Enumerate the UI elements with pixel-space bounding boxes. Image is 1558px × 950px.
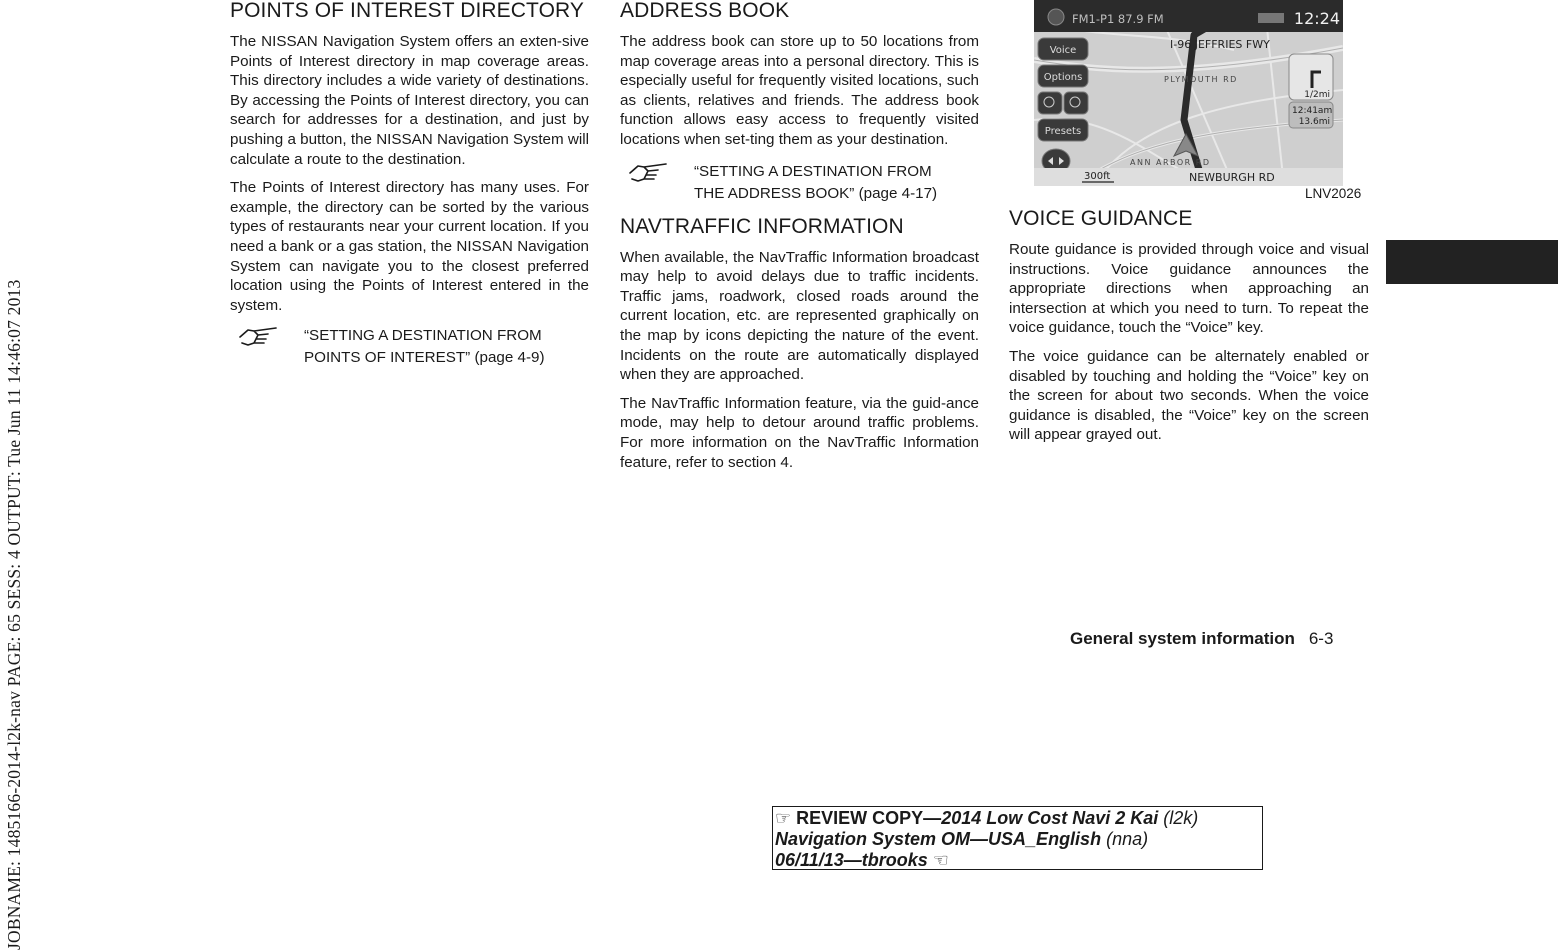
voice-button-label: Voice (1049, 45, 1077, 56)
turn-distance: 1/2mi (1304, 90, 1330, 100)
column-left (230, 0, 589, 369)
current-street: NEWBURGH RD (1189, 171, 1275, 184)
review-title: 2014 Low Cost Navi 2 Kai (941, 808, 1159, 828)
road-label-annarbor: ANN ARBOR RD (1130, 158, 1211, 167)
radio-station: FM1-P1 87.9 FM (1072, 12, 1164, 26)
paragraph: The address book can store up to 50 locations from map coverage areas into a personal directory. This is especially useful for frequently visited locations, such as clients, relatives and friends. The address book function allows easy access to frequently visited locations when set-ting them as your destination. (620, 33, 979, 148)
page-number: 6-3 (1308, 629, 1334, 648)
column-right (1009, 208, 1369, 445)
review-copy-box (772, 806, 1263, 870)
navigation-screen-figure (1034, 0, 1343, 186)
figure-label: LNV2026 (1305, 186, 1362, 201)
map-scale: 300ft (1084, 171, 1111, 182)
voice-button[interactable] (1038, 38, 1088, 60)
review-region: (nna) (1106, 829, 1149, 849)
options-button-label: Options (1043, 72, 1083, 83)
eta-distance: 13.6mi (1298, 117, 1330, 127)
eta-time: 12:41am (1292, 106, 1333, 116)
reference-line: POINTS OF INTEREST” (page 4-9) (304, 349, 545, 367)
paragraph: The Points of Interest directory has many uses. For example, the directory can be sorted by the various types of restaurants near your current location. If you need a bank or a gas station, the NISSAN Navigation System can navigate you to the closest preferred location using the Points of Interest entered in the system. (230, 179, 589, 314)
paragraph: Route guidance is provided through voice and visual instructions. Voice guidance announces the appropriate directions when approaching an intersection at which you need to turn. To repeat the voice guidance, touch the “Voice” key. (1009, 241, 1369, 337)
page-footer (1070, 629, 1333, 649)
cross-reference[interactable] (230, 325, 589, 369)
footer-section: General system information (1070, 629, 1295, 648)
reference-line: THE ADDRESS BOOK” (page 4-17) (694, 184, 938, 202)
paragraph: The voice guidance can be alternately enabled or disabled by touching and holding the “Voice” key on the screen for about two seconds. When the voice guidance is disabled, the “Voice” key on the screen will appear grayed out. (1009, 347, 1369, 444)
job-stamp: JOBNAME: 1485166-2014-l2k-nav PAGE: 65 SESS: 4 OUTPUT: Tue Jun 11 14:46:07 2013 (4, 279, 24, 950)
zoom-in-button[interactable] (1038, 92, 1062, 114)
eta-panel (1289, 102, 1333, 128)
reference-line: “SETTING A DESTINATION FROM (304, 327, 542, 345)
heading-voice-guidance: VOICE GUIDANCE (1009, 207, 1193, 230)
paragraph: The NISSAN Navigation System offers an exten-sive Points of Interest directory in map coverage areas. This directory includes a wide variety of destinations. By accessing the Points of Interest directory, you can search for addresses for a destination, and just by pushing a button, the NISSAN Navigation System will calculate a route to the destination. (230, 33, 589, 168)
paragraph: The NavTraffic Information feature, via the guid-ance mode, may help to detour around traffic problems. For more information on the NavTraffic Information feature, refer to section 4. (620, 394, 979, 471)
road-label-top: I-96 JEFFRIES FWY (1170, 38, 1270, 51)
zoom-out-button[interactable] (1064, 92, 1088, 114)
signal-icon (1258, 13, 1284, 23)
pointing-hand-icon (238, 323, 282, 349)
review-label: REVIEW COPY— (796, 808, 942, 828)
presets-button[interactable] (1038, 119, 1088, 141)
pointing-hand-icon (628, 159, 672, 185)
pointing-hand-icon: ☞ (775, 808, 792, 828)
paragraph: When available, the NavTraffic Information broadcast may help to avoid delays due to traffic incidents. Traffic jams, roadwork, closed roads around the current location, etc. are represented graphically on the map by icons depicting the nature of the event. Incidents on the route are automatically displayed when they are approached. (620, 248, 979, 384)
review-doc: Navigation System OM—USA_English (775, 829, 1102, 849)
road-label-plymouth: PLYMOUTH RD (1164, 75, 1238, 84)
column-middle (620, 0, 979, 472)
presets-button-label: Presets (1044, 126, 1082, 137)
options-button[interactable] (1038, 65, 1088, 87)
heading-navtraffic: NAVTRAFFIC INFORMATION (620, 214, 904, 238)
heading-poi-directory: POINTS OF INTEREST DIRECTORY (230, 0, 585, 22)
radio-icon (1048, 9, 1064, 25)
heading-address-book: ADDRESS BOOK (620, 0, 790, 22)
review-code: (l2k) (1163, 808, 1199, 828)
pointing-hand-left-icon: ☜ (932, 850, 949, 870)
reference-line: “SETTING A DESTINATION FROM (694, 162, 932, 180)
cross-reference[interactable] (620, 161, 979, 205)
next-turn-panel (1289, 54, 1333, 100)
review-date-author: 06/11/13—tbrooks (775, 850, 928, 870)
clock: 12:24 (1293, 9, 1340, 28)
section-tab (1386, 240, 1558, 284)
